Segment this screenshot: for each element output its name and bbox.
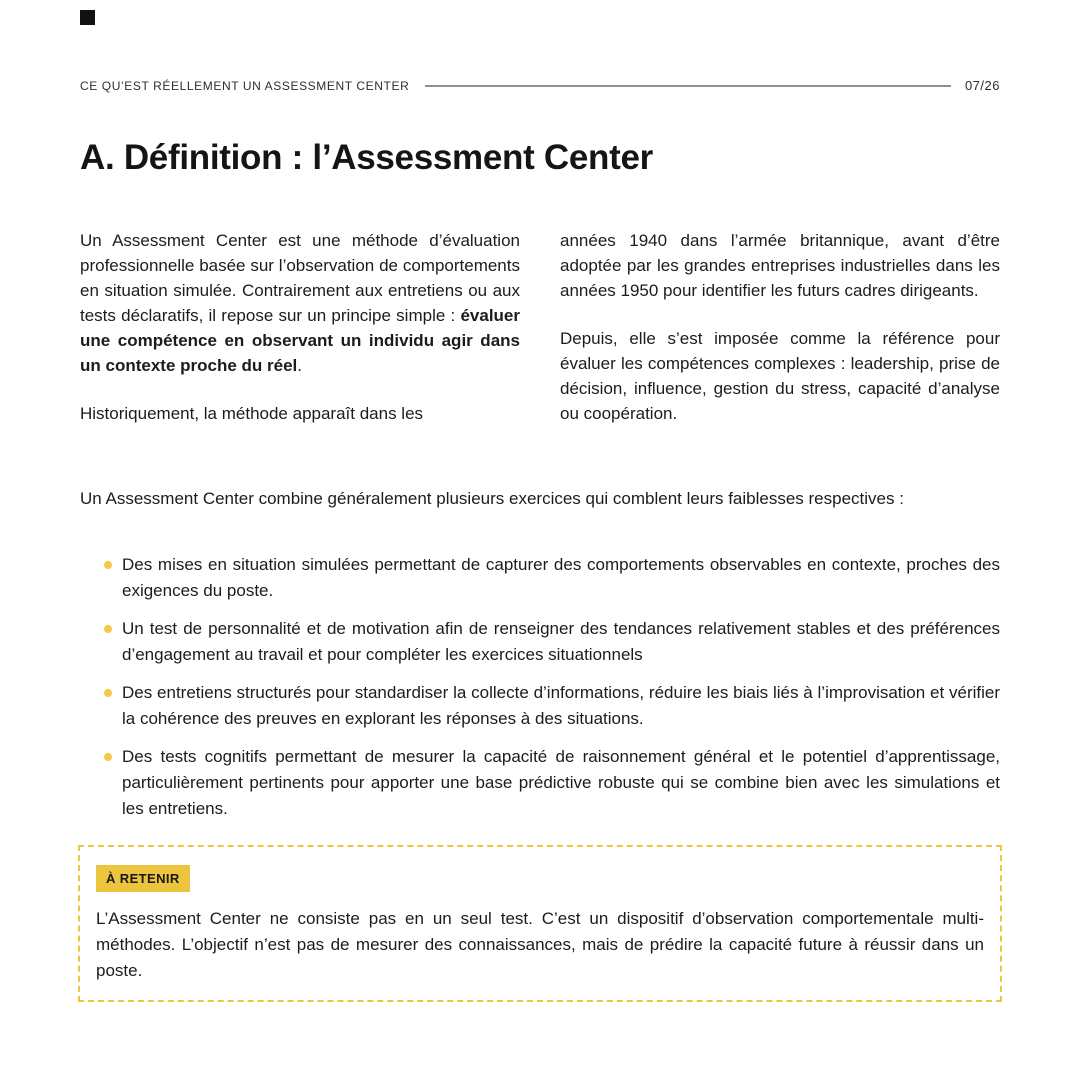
body-column-left (80, 228, 520, 426)
page-header (80, 78, 1000, 93)
bullet-list (80, 552, 1000, 834)
bullet-item-structured-interviews (80, 680, 1000, 732)
paragraph-history-continued: années 1940 dans l’armée britannique, avant d’être adoptée par les grandes entreprises industrielles dans les années 1950 pour identifier les futurs cadres dirigeants. (560, 231, 1000, 300)
key-takeaway-text: L’Assessment Center ne consiste pas en un seul test. C’est un dispositif d’observation comportementale multi-méthodes. L’objectif n’est pas de mesurer des connaissances, mais de prédire la capacité future à réussir dans un poste. (96, 909, 984, 980)
section-kicker: CE QU’EST RÉELLEMENT UN ASSESSMENT CENTER (80, 78, 410, 93)
bullet-item-simulations (80, 552, 1000, 604)
bullet-item-text: Des tests cognitifs permettant de mesurer la capacité de raisonnement général et le potentiel d’apprentissage, particulièrement pertinents pour apporter une base prédictive robuste qui se combine bien avec les simulations et les entretiens. (122, 747, 1000, 818)
key-takeaway-badge: À RETENIR (96, 865, 190, 892)
paragraph-reference: Depuis, elle s’est imposée comme la référence pour évaluer les compétences complexes : leadership, prise de décision, influence, gestion du stress, capacité d’analyse ou coopération. (560, 329, 1000, 423)
paragraph-history-start: Historiquement, la méthode apparaît dans les (80, 404, 424, 423)
bullet-dot-icon (104, 561, 112, 569)
page-number: 07/26 (964, 78, 1000, 93)
bullet-list-intro: Un Assessment Center combine généralement plusieurs exercices qui comblent leurs faiblesses respectives : (80, 489, 904, 508)
key-takeaway-box (78, 845, 1002, 1002)
bullet-item-text: Un test de personnalité et de motivation afin de renseigner des tendances relativement stables et des préférences d’engagement au travail et pour compléter les exercices situationnels (122, 619, 1000, 664)
bullet-item-personality-test (80, 616, 1000, 668)
two-column-body (80, 228, 1000, 426)
bullet-dot-icon (104, 753, 112, 761)
page-title: A. Définition : l’Assessment Center (80, 138, 653, 177)
logo-square-icon (80, 10, 95, 25)
bullet-item-text: Des entretiens structurés pour standardiser la collecte d’informations, réduire les biais liés à l’improvisation et vérifier la cohérence des preuves en explorant les réponses à des situations. (122, 683, 1000, 728)
paragraph-definition: Un Assessment Center est une méthode d’évaluation professionnelle basée sur l’observation de comportements en situation simulée. Contrairement aux entretiens ou aux tests déclaratifs, il repose sur un principe simple : évaluer une compétence en observant un individu agir dans un contexte proche du réel. (80, 231, 520, 375)
body-column-right (560, 228, 1000, 426)
bullet-dot-icon (104, 689, 112, 697)
header-rule (425, 85, 951, 87)
bullet-item-text: Des mises en situation simulées permettant de capturer des comportements observables en contexte, proches des exigences du poste. (122, 555, 1000, 600)
bullet-item-cognitive-tests (80, 744, 1000, 822)
bullet-dot-icon (104, 625, 112, 633)
